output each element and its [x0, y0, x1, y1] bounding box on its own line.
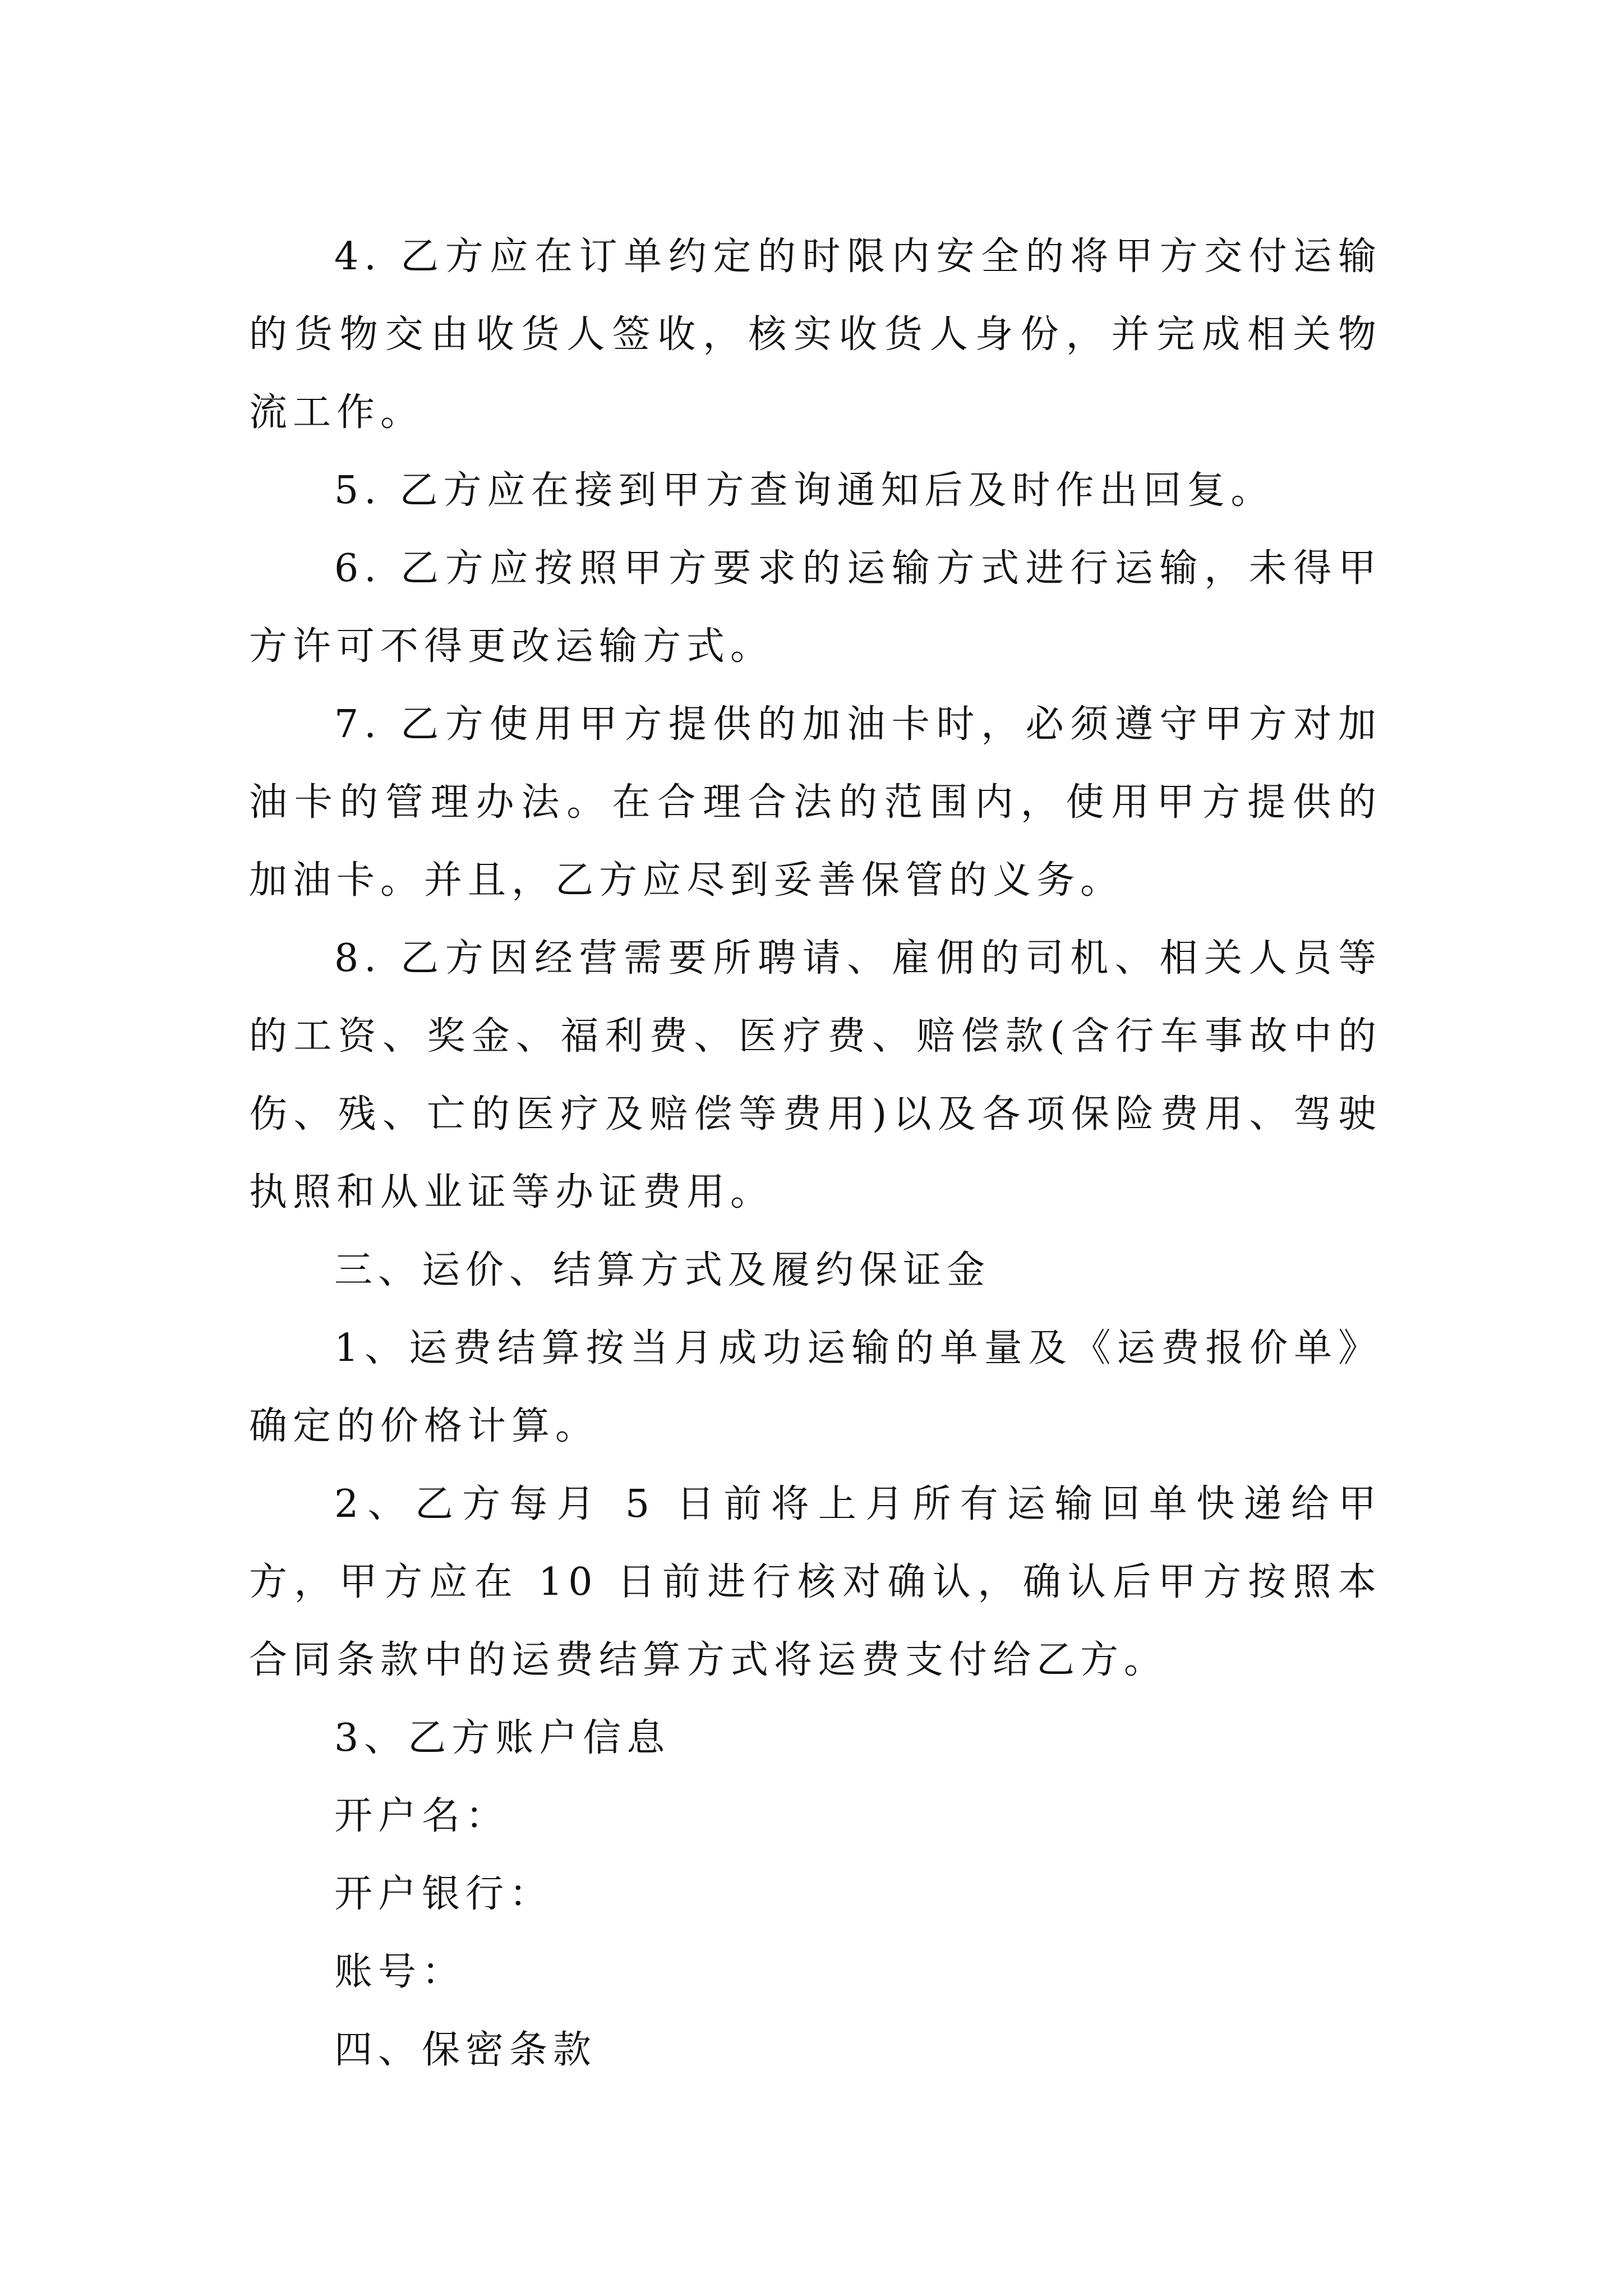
clause-8: 8. 乙方因经营需要所聘请、雇佣的司机、相关人员等的工资、奖金、福利费、医疗费、赔偿款(含行车事故中的伤、残、亡的医疗及赔偿等费用)以及各项保险费用、驾驶执照和从业证等办证费用。	[249, 936, 1382, 1214]
settlement-item-1: 1、运费结算按当月成功运输的单量及《运费报价单》确定的价格计算。	[249, 1326, 1382, 1448]
settlement-item-3: 3、乙方账户信息	[334, 1716, 671, 1760]
section-heading-3: 三、运价、结算方式及履约保证金	[334, 1248, 991, 1292]
account-number-line: 账号：	[334, 1950, 466, 1994]
clause-4: 4. 乙方应在订单约定的时限内安全的将甲方交付运输的货物交由收货人签收，核实收货人身份，并完成相关物流工作。	[249, 234, 1382, 435]
clause-7: 7. 乙方使用甲方提供的加油卡时，必须遵守甲方对加油卡的管理办法。在合理合法的范围内，使用甲方提供的加油卡。并且，乙方应尽到妥善保管的义务。	[249, 702, 1382, 903]
section-heading-4: 四、保密条款	[334, 2028, 597, 2072]
account-name-line: 开户名：	[334, 1794, 510, 1838]
clause-6: 6. 乙方应按照甲方要求的运输方式进行运输，未得甲方许可不得更改运输方式。	[249, 546, 1382, 669]
document-body	[249, 218, 1382, 2089]
clause-5: 5. 乙方应在接到甲方查询通知后及时作出回复。	[334, 468, 1275, 513]
settlement-item-2: 2、乙方每月 5 日前将上月所有运输回单快递给甲方，甲方应在 10 日前进行核对确认，确认后甲方按照本合同条款中的运费结算方式将运费支付给乙方。	[249, 1482, 1382, 1682]
account-bank-line: 开户银行：	[334, 1872, 554, 1916]
